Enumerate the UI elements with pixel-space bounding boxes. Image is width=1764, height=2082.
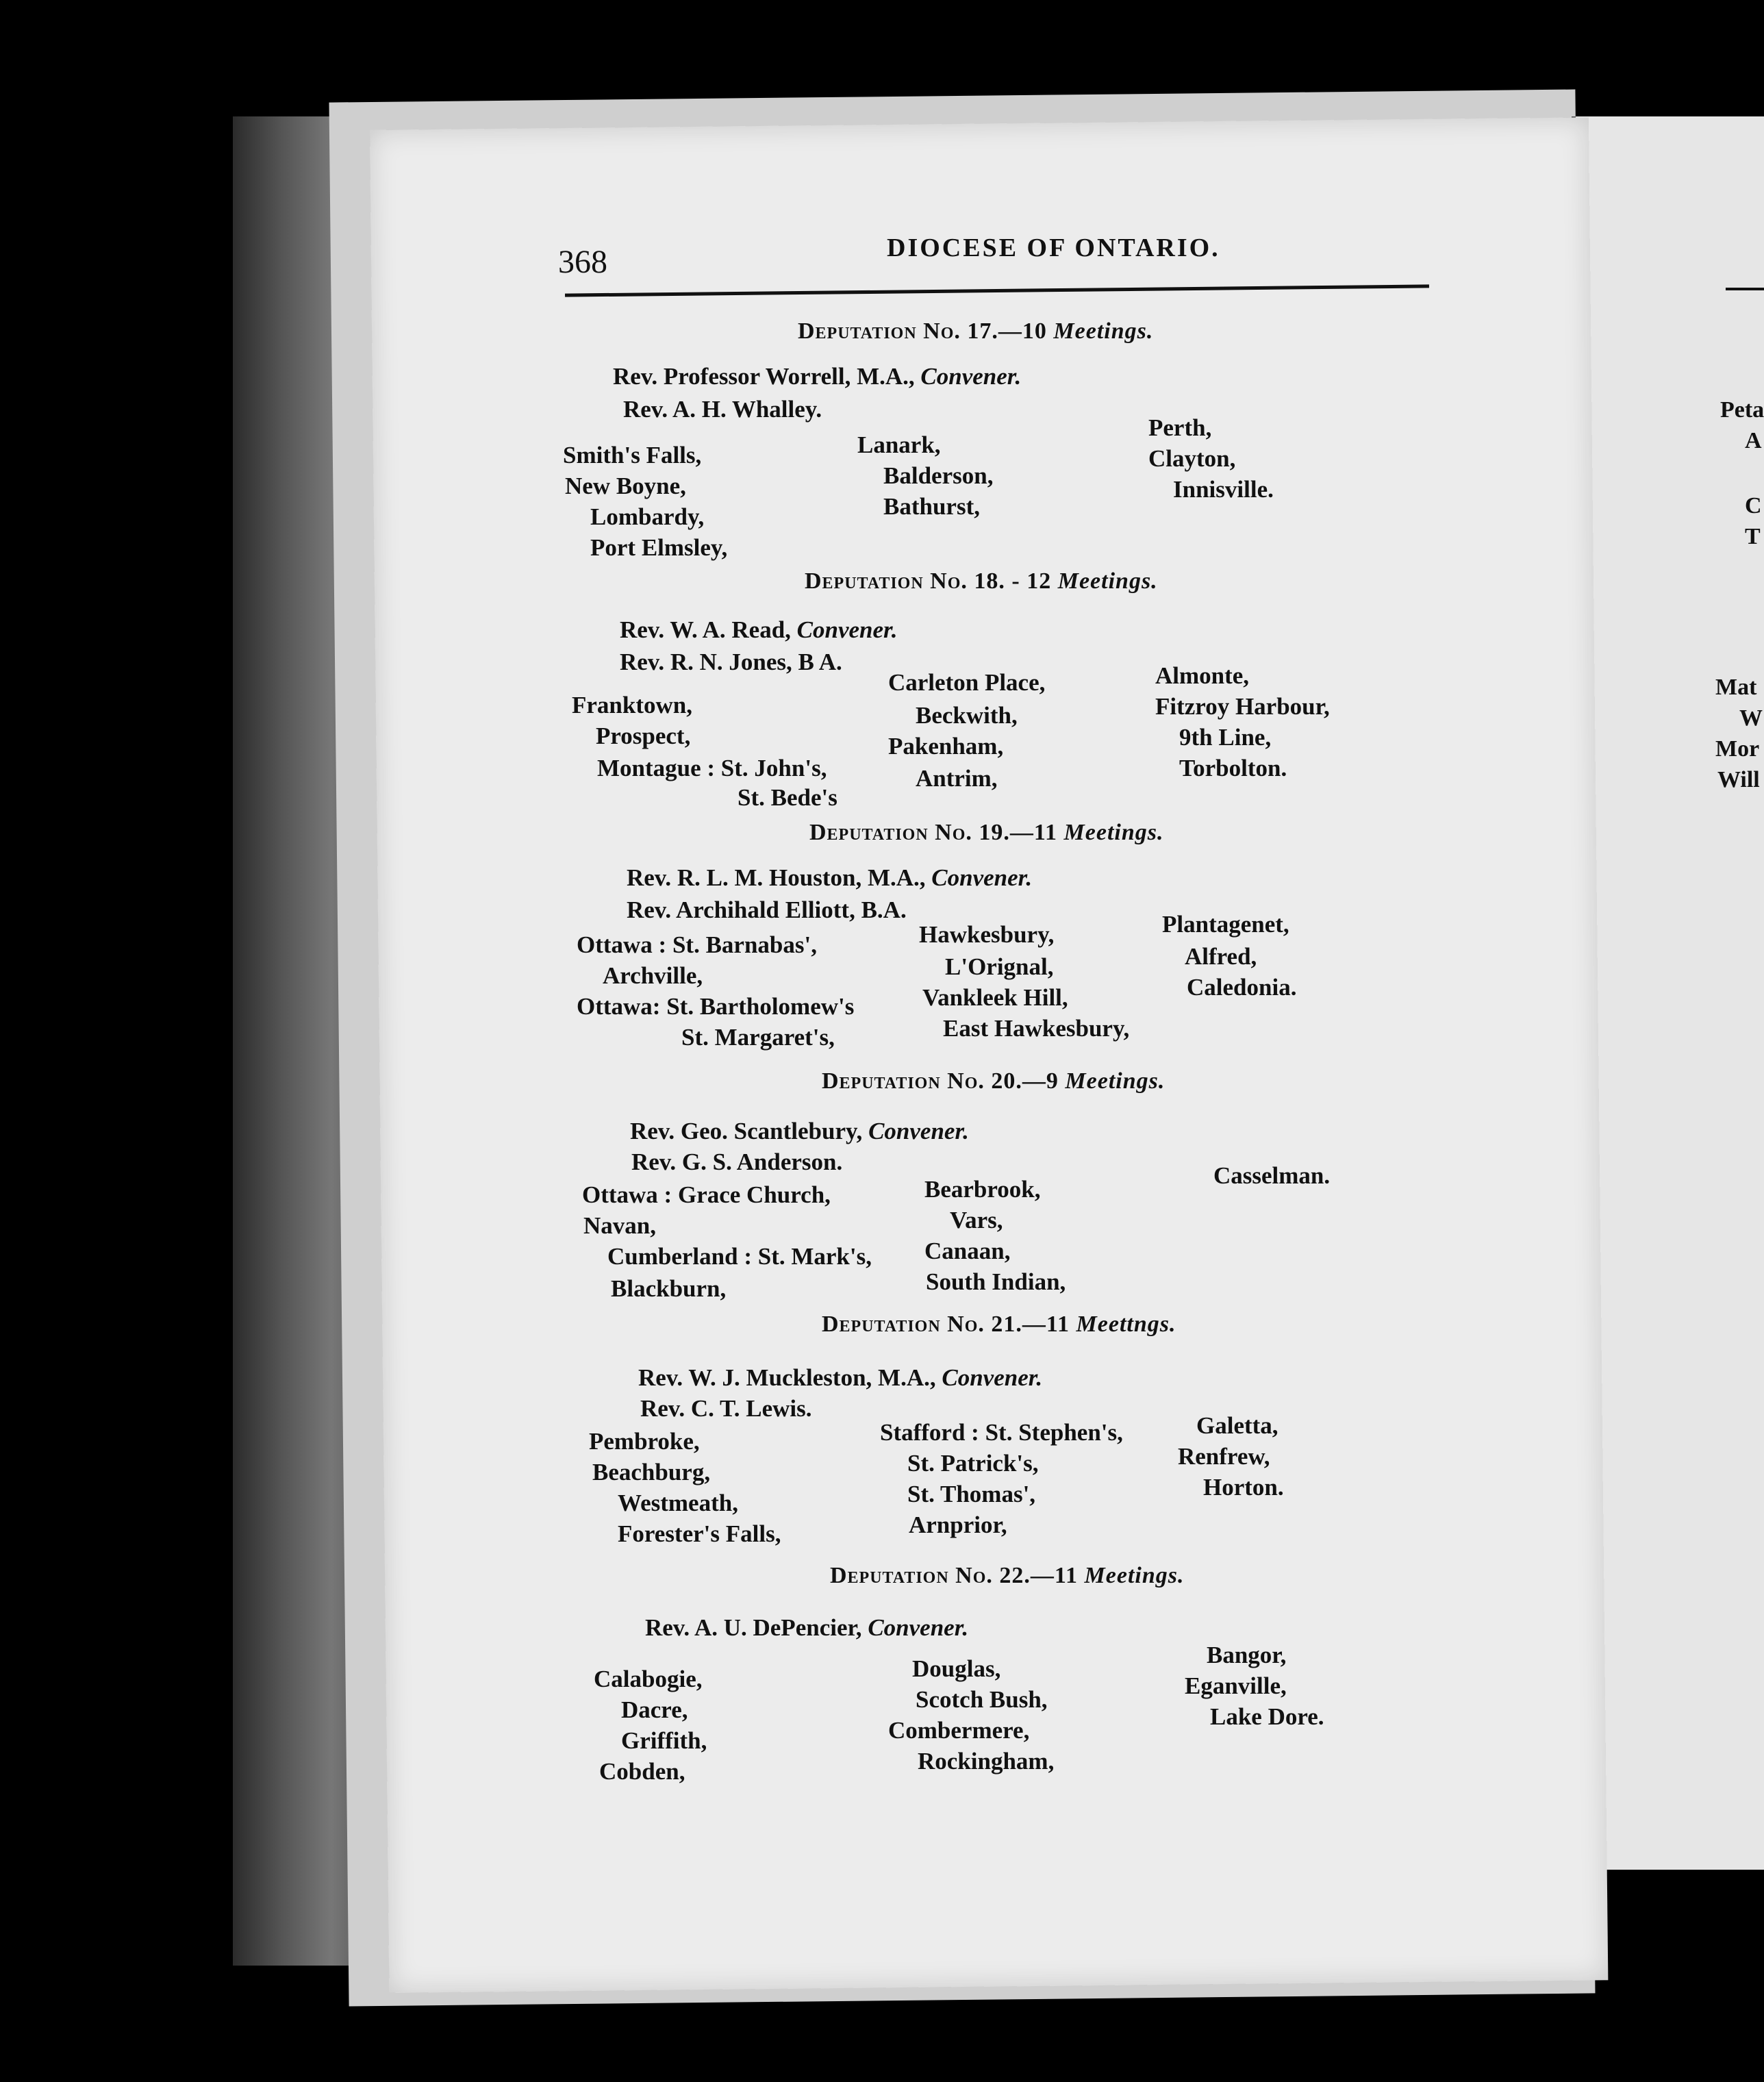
parish-name	[916, 765, 998, 792]
line-text: Lombardy,	[590, 503, 705, 530]
parish-name	[621, 1696, 688, 1724]
convener-label: Convener.	[796, 616, 898, 643]
line-text: Almonte,	[1155, 662, 1250, 689]
deputation-heading	[809, 820, 1163, 846]
facing-page-text: W	[1739, 705, 1763, 731]
parish-name	[589, 1428, 700, 1455]
line-text: Carleton Place,	[888, 669, 1046, 696]
line-text: Bangor,	[1207, 1642, 1287, 1668]
parish-name	[1196, 1412, 1278, 1440]
clergy-name	[630, 1118, 969, 1145]
line-text: Caledonia.	[1187, 974, 1297, 1001]
page-number: 368	[558, 244, 607, 280]
line-text: Lake Dore.	[1210, 1703, 1324, 1730]
line-text: Westmeath,	[618, 1490, 738, 1516]
line-text: Rev. Archihald Elliott, B.A.	[627, 896, 907, 923]
parish-name	[1155, 693, 1330, 720]
line-text: Archville,	[603, 962, 703, 989]
parish-name	[883, 493, 980, 520]
convener-label: Convener.	[931, 864, 1033, 891]
deputation-heading	[805, 568, 1158, 594]
facing-page-text: T	[1745, 524, 1761, 549]
line-text: Cumberland : St. Mark's,	[607, 1243, 872, 1270]
line-text: Rev. C. T. Lewis.	[640, 1395, 812, 1422]
parish-name	[565, 473, 686, 500]
line-text: Torbolton.	[1179, 755, 1287, 781]
deputation-number: Deputation No. 20.—9	[822, 1068, 1059, 1094]
line-text: St. Margaret's,	[681, 1024, 835, 1051]
convener-label: Convener.	[920, 363, 1022, 390]
deputation-number: Deputation No. 19.—11	[809, 820, 1058, 845]
deputation-number: Deputation No. 17.—10	[798, 318, 1047, 344]
parish-name	[738, 784, 837, 812]
parish-name	[888, 1717, 1029, 1744]
deputation-heading	[822, 1312, 1176, 1338]
parish-name	[1155, 662, 1249, 690]
deputation-heading	[830, 1563, 1184, 1589]
line-text: Montague : St. John's,	[597, 755, 827, 781]
parish-name	[1178, 1443, 1270, 1470]
parish-name	[880, 1419, 1123, 1446]
meetings-label: Meetings.	[1084, 1563, 1185, 1588]
line-text: Eganville,	[1185, 1672, 1287, 1699]
line-text: Hawkesbury,	[919, 921, 1055, 948]
clergy-name	[620, 616, 897, 644]
parish-name	[563, 442, 701, 469]
line-text: Pakenham,	[888, 733, 1004, 760]
parish-name	[1185, 943, 1257, 970]
line-text: Rev. W. A. Read,	[620, 616, 791, 643]
line-text: Rev. Professor Worrell, M.A.,	[613, 363, 915, 390]
line-text: Ottawa : Grace Church,	[582, 1181, 831, 1208]
line-text: Clayton,	[1148, 445, 1236, 472]
line-text: Beckwith,	[916, 702, 1018, 729]
clergy-name	[645, 1614, 968, 1642]
line-text: Rev. G. S. Anderson.	[631, 1149, 843, 1175]
line-text: Horton.	[1203, 1474, 1284, 1501]
deputation-number: Deputation No. 21.—11	[822, 1312, 1070, 1337]
parish-name	[888, 669, 1045, 697]
line-text: L'Orignal,	[945, 953, 1054, 980]
parish-name	[1185, 1672, 1287, 1700]
meetings-label: Meetings.	[1063, 820, 1164, 845]
line-text: Cobden,	[599, 1758, 685, 1785]
line-text: Galetta,	[1196, 1412, 1278, 1439]
parish-name	[857, 431, 941, 459]
line-text: St. Thomas',	[907, 1481, 1036, 1507]
line-text: Griffith,	[621, 1727, 707, 1754]
line-text: Rev. R. N. Jones, B A.	[620, 649, 842, 675]
parish-name	[912, 1655, 1000, 1683]
parish-name	[611, 1275, 726, 1303]
line-text: Vankleek Hill,	[922, 984, 1068, 1011]
parish-name	[907, 1450, 1039, 1477]
parish-name	[916, 702, 1018, 729]
line-text: Ottawa : St. Barnabas',	[577, 931, 817, 958]
parish-name	[577, 993, 854, 1020]
deputation-heading	[798, 318, 1153, 344]
parish-name	[618, 1490, 738, 1517]
line-text: Rev. A. U. DePencier,	[645, 1614, 862, 1641]
line-text: Calabogie,	[594, 1666, 703, 1692]
line-text: Bearbrook,	[924, 1176, 1041, 1203]
line-text: Navan,	[583, 1212, 656, 1239]
convener-label: Convener.	[868, 1614, 969, 1641]
parish-name	[950, 1207, 1003, 1234]
clergy-name	[620, 649, 842, 676]
line-text: Vars,	[950, 1207, 1003, 1233]
facing-page-text: Mor	[1715, 736, 1760, 762]
parish-name	[918, 1748, 1054, 1775]
deputation-heading	[822, 1068, 1165, 1094]
parish-name	[919, 921, 1054, 949]
parish-name	[599, 1758, 685, 1785]
facing-page-text: Mat	[1715, 675, 1757, 700]
line-text: Rev. Geo. Scantlebury,	[630, 1118, 863, 1144]
parish-name	[1203, 1474, 1284, 1501]
line-text: South Indian,	[926, 1268, 1066, 1295]
line-text: Innisville.	[1173, 476, 1274, 503]
line-text: Canaan,	[924, 1238, 1011, 1264]
facing-page-rule	[1726, 288, 1764, 290]
parish-name	[1179, 755, 1287, 782]
line-text: Balderson,	[883, 462, 994, 489]
line-text: St. Bede's	[738, 784, 837, 811]
parish-name	[1148, 445, 1235, 473]
line-text: Plantagenet,	[1162, 911, 1289, 938]
parish-name	[1207, 1642, 1286, 1669]
parish-name	[888, 733, 1003, 760]
line-text: Lanark,	[857, 431, 941, 458]
facing-page-text: A	[1745, 428, 1762, 453]
meetings-label: Meetings.	[1057, 568, 1158, 594]
line-text: Alfred,	[1185, 943, 1257, 970]
line-text: Forester's Falls,	[618, 1520, 781, 1547]
facing-page-text: C	[1745, 493, 1762, 518]
clergy-name	[613, 363, 1021, 390]
parish-name	[590, 503, 704, 531]
parish-name	[607, 1243, 872, 1270]
clergy-name	[627, 896, 907, 924]
line-text: Perth,	[1148, 414, 1212, 441]
line-text: Douglas,	[912, 1655, 1001, 1682]
clergy-name	[627, 864, 1032, 892]
parish-name	[943, 1015, 1129, 1042]
parish-name	[924, 1176, 1041, 1203]
facing-page-text: Will	[1717, 767, 1760, 792]
convener-label: Convener.	[942, 1364, 1043, 1391]
meetings-label: Meettngs.	[1076, 1312, 1176, 1337]
parish-name	[590, 534, 727, 562]
parish-name	[1162, 911, 1289, 938]
parish-name	[572, 692, 692, 719]
parish-name	[583, 1212, 656, 1240]
parish-name	[592, 1459, 710, 1486]
deputation-number: Deputation No. 18. - 12	[805, 568, 1052, 594]
line-text: Franktown,	[572, 692, 692, 718]
line-text: Arnprior,	[909, 1512, 1007, 1538]
line-text: Casselman.	[1213, 1162, 1331, 1189]
clergy-name	[631, 1149, 842, 1176]
parish-name	[1213, 1162, 1330, 1190]
parish-name	[621, 1727, 707, 1755]
line-text: Combermere,	[888, 1717, 1030, 1744]
deputation-number: Deputation No. 22.—11	[830, 1563, 1079, 1588]
line-text: Rev. A. H. Whalley.	[623, 396, 822, 423]
line-text: New Boyne,	[565, 473, 686, 499]
parish-name	[618, 1520, 781, 1548]
line-text: Port Elmsley,	[590, 534, 728, 561]
line-text: Fitzroy Harbour,	[1155, 693, 1330, 720]
line-text: Renfrew,	[1178, 1443, 1270, 1470]
line-text: Ottawa: St. Bartholomew's	[577, 993, 855, 1020]
parish-name	[577, 931, 817, 959]
parish-name	[907, 1481, 1035, 1508]
parish-name	[926, 1268, 1066, 1296]
line-text: East Hawkesbury,	[943, 1015, 1130, 1042]
clergy-name	[638, 1364, 1042, 1392]
parish-name	[603, 962, 703, 990]
convener-label: Convener.	[868, 1118, 969, 1144]
line-text: Stafford : St. Stephen's,	[880, 1419, 1123, 1446]
parish-name	[582, 1181, 831, 1209]
facing-page-text: Peta	[1720, 397, 1764, 423]
parish-name	[945, 953, 1054, 981]
line-text: Smith's Falls,	[563, 442, 702, 468]
line-text: St. Patrick's,	[907, 1450, 1039, 1477]
parish-name	[924, 1238, 1010, 1265]
line-text: Bathurst,	[883, 493, 980, 520]
line-text: Prospect,	[596, 723, 691, 749]
clergy-name	[640, 1395, 812, 1422]
parish-name	[594, 1666, 702, 1693]
parish-name	[681, 1024, 835, 1051]
line-text: Rev. W. J. Muckleston, M.A.,	[638, 1364, 936, 1391]
line-text: Blackburn,	[611, 1275, 727, 1302]
meetings-label: Meetings.	[1053, 318, 1154, 344]
line-text: Dacre,	[621, 1696, 688, 1723]
parish-name	[1179, 724, 1271, 751]
parish-name	[1187, 974, 1296, 1001]
parish-name	[916, 1686, 1048, 1714]
parish-name	[883, 462, 993, 490]
line-text: Pembroke,	[589, 1428, 700, 1455]
line-text: Rockingham,	[918, 1748, 1055, 1774]
clergy-name	[623, 396, 822, 423]
meetings-label: Meetings.	[1065, 1068, 1166, 1094]
parish-name	[596, 723, 690, 750]
parish-name	[922, 984, 1068, 1012]
parish-name	[1148, 414, 1211, 442]
parish-name	[597, 755, 827, 782]
line-text: 9th Line,	[1179, 724, 1272, 751]
line-text: Antrim,	[916, 765, 998, 792]
parish-name	[1210, 1703, 1324, 1731]
line-text: Beachburg,	[592, 1459, 711, 1485]
line-text: Rev. R. L. M. Houston, M.A.,	[627, 864, 926, 891]
running-header: DIOCESE OF ONTARIO.	[887, 234, 1220, 262]
parish-name	[1173, 476, 1274, 503]
parish-name	[909, 1512, 1007, 1539]
line-text: Scotch Bush,	[916, 1686, 1048, 1713]
